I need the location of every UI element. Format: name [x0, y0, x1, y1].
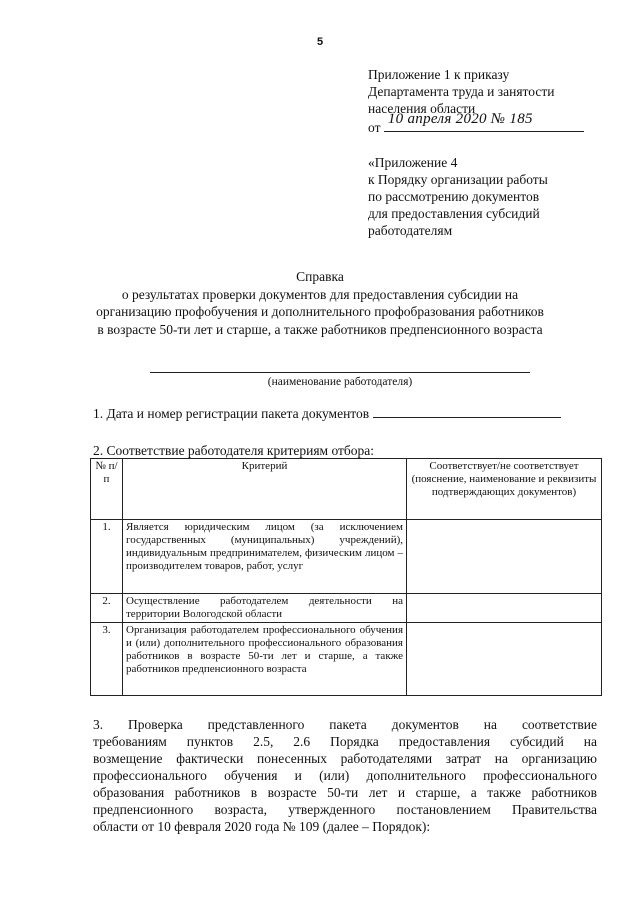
item-3-line: возмещение фактически понесенных работодателями затрат на организацию — [93, 751, 597, 766]
appendix4-line-4: для предоставления субсидий — [368, 206, 540, 221]
header-criterion: Критерий — [123, 459, 407, 520]
table-row — [91, 594, 602, 623]
item-1-text: 1. Дата и номер регистрации пакета документов — [93, 406, 370, 421]
page-number: 5 — [316, 36, 324, 48]
title-line-3: в возрасте 50-ти лет и старше, а также работников предпенсионного возраста — [97, 321, 543, 337]
appendix4-line-3: по рассмотрению документов — [368, 189, 540, 204]
document-title — [0, 268, 640, 338]
row-criterion: Организация работодателем профессионального обучения и (или) дополнительного профессионального образования работников в возрасте 50-ти лет и старше, а также работников предпенсионного возраста — [123, 623, 407, 696]
appendix4-line-1: «Приложение 4 — [368, 155, 458, 170]
row-compliance — [407, 520, 602, 594]
table-header-row — [91, 459, 602, 520]
item-3-line: области от 10 февраля 2020 года № 109 (далее – Порядок): — [93, 819, 431, 834]
row-num: 2. — [91, 594, 123, 623]
item-3-paragraph — [93, 716, 597, 835]
item-1-registration — [93, 405, 561, 422]
appendix-header — [368, 66, 584, 136]
item-3-line: профессионального обучения и (или) дополнительного профессионального — [93, 768, 597, 783]
appendix-line-2: Департамента труда и занятости — [368, 84, 555, 99]
header-num: № п/п — [91, 459, 123, 520]
employer-caption: (наименование работодателя) — [267, 376, 413, 388]
title-heading: Справка — [296, 269, 344, 284]
table-row — [91, 623, 602, 696]
criteria-table — [90, 458, 602, 696]
appendix-line-3: населения области — [368, 101, 476, 116]
item-3-line: предпенсионного возраста, утвержденного постановлением Правительства — [93, 802, 597, 817]
item-3-line: образования работников в возрасте 50-ти лет и старше, а также работников — [93, 785, 597, 800]
date-prefix: от — [368, 120, 381, 135]
header-compliance: Соответствует/не соответствует (пояснение, наименование и реквизиты подтверждающих документов) — [407, 459, 602, 520]
item-2-text: 2. Соответствие работодателя критериям отбора: — [93, 443, 375, 458]
row-num: 1. — [91, 520, 123, 594]
appendix-4-header — [368, 154, 548, 239]
handwritten-date: 10 апреля 2020 № 185 — [387, 111, 533, 127]
appendix4-line-5: работодателям — [368, 223, 453, 238]
item-3-line: 3. Проверка представленного пакета документов на соответствие — [93, 717, 597, 732]
appendix-line-1: Приложение 1 к приказу — [368, 67, 510, 82]
row-num: 3. — [91, 623, 123, 696]
table-row — [91, 520, 602, 594]
employer-name-line — [150, 372, 530, 373]
row-compliance — [407, 594, 602, 623]
row-criterion: Является юридическим лицом (за исключением государственных (муниципальных) учреждений), индивидуальным предпринимателем, физическим лицом – производителем товаров, работ, услуг — [123, 520, 407, 594]
appendix-date-row — [368, 111, 584, 136]
date-signature-line — [384, 111, 584, 132]
row-criterion: Осуществление работодателем деятельности на территории Вологодской области — [123, 594, 407, 623]
registration-fill-line — [373, 405, 561, 418]
title-line-2: организацию профобучения и дополнительного профобразования работников — [96, 304, 544, 319]
title-line-1: о результатах проверки документов для предоставления субсидии на — [121, 286, 519, 302]
appendix4-line-2: к Порядку организации работы — [368, 172, 548, 187]
item-3-line: требованиям пунктов 2.5, 2.6 Порядка предоставления субсидий на — [93, 734, 597, 749]
row-compliance — [407, 623, 602, 696]
